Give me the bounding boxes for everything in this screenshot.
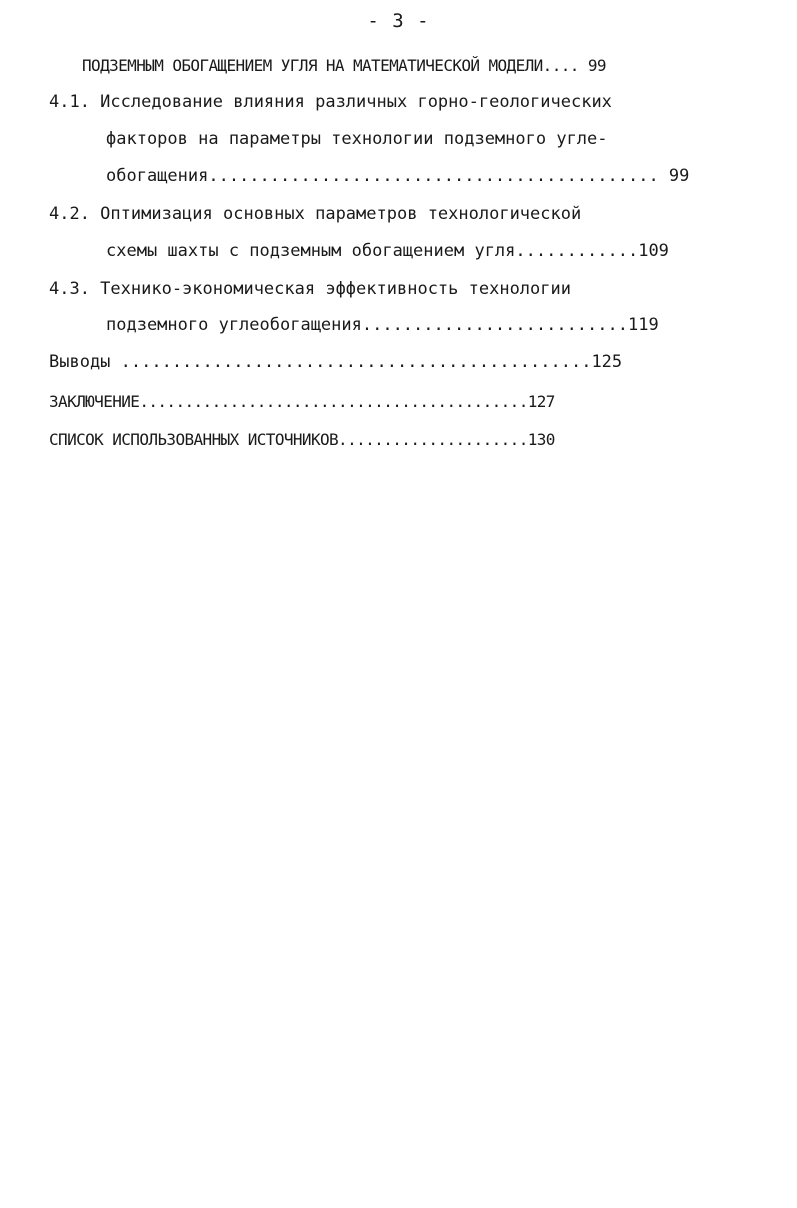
toc-section-4-2-line-1: 4.2. Оптимизация основных параметров технологической	[49, 204, 582, 224]
toc-conclusions: Выводы ..............................................125	[49, 352, 623, 372]
toc-section-4-1-line-3: обогащения............................................ 99	[106, 166, 690, 186]
toc-section-4-3-line-2: подземного углеобогащения..........................119	[106, 315, 659, 335]
toc-final-conclusion: ЗАКЛЮЧЕНИЕ...........................................127	[49, 392, 555, 411]
toc-section-4-3-line-1: 4.3. Технико-экономическая эффективность технологии	[49, 279, 571, 299]
toc-section-4-1-line-2: факторов на параметры технологии подземного угле-	[106, 129, 608, 149]
page-number: - 3 -	[367, 10, 430, 32]
toc-section-4-2-line-2: схемы шахты с подземным обогащением угля............109	[106, 241, 669, 261]
toc-chapter4-title-continued: ПОДЗЕМНЫМ ОБОГАЩЕНИЕМ УГЛЯ НА МАТЕМАТИЧЕСКОЙ МОДЕЛИ.... 99	[82, 56, 606, 75]
toc-references: СПИСОК ИСПОЛЬЗОВАННЫХ ИСТОЧНИКОВ.....................130	[49, 430, 555, 449]
toc-section-4-1-line-1: 4.1. Исследование влияния различных горно-геологических	[49, 92, 612, 112]
